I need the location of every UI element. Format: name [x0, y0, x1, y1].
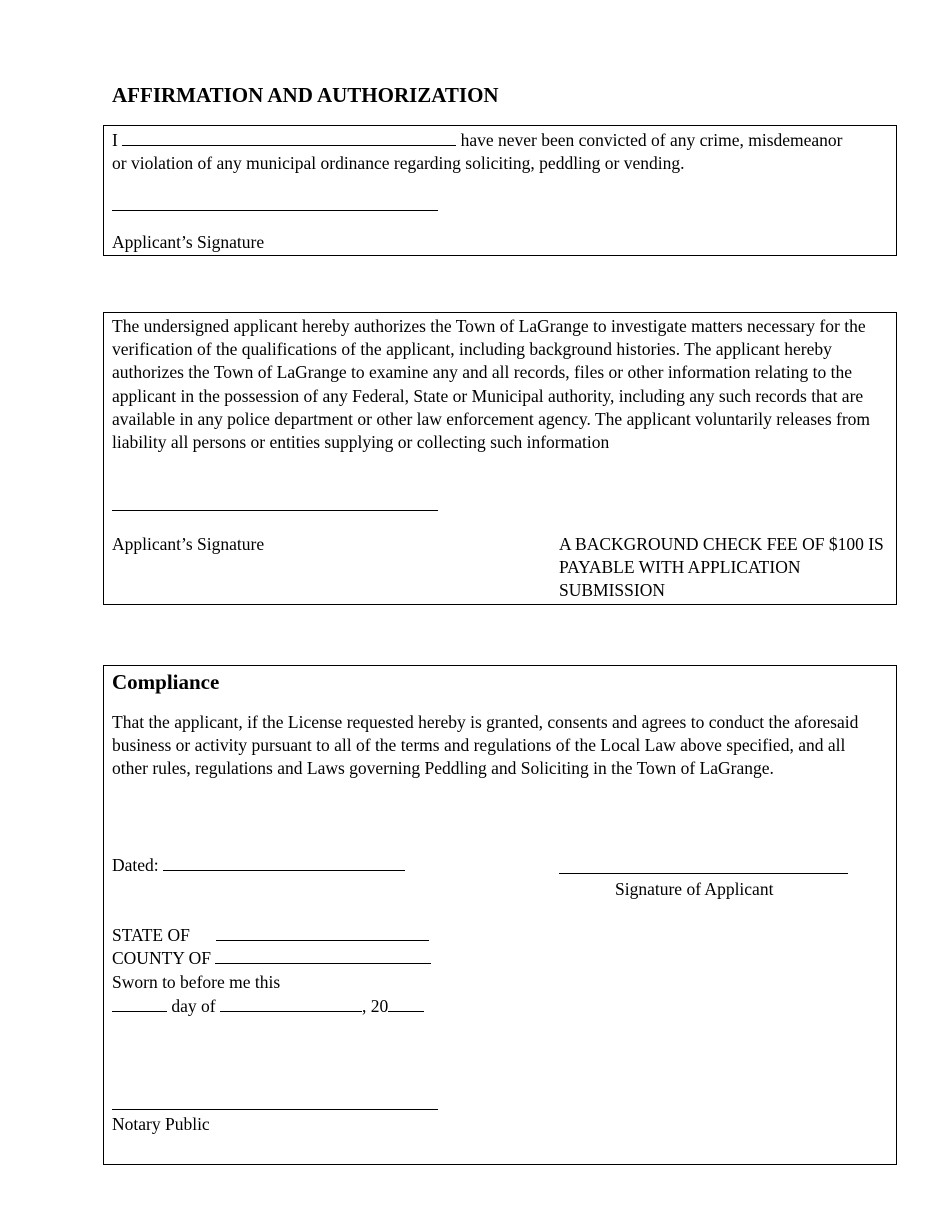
- sworn-label: Sworn to before me this: [112, 972, 281, 992]
- authorization-box: [103, 312, 897, 605]
- applicant-signature-line[interactable]: [559, 873, 848, 874]
- state-row: [112, 924, 429, 947]
- year-prefix: , 20: [361, 996, 389, 1016]
- year-field[interactable]: [388, 996, 424, 1012]
- notary-label: Notary Public: [112, 1114, 210, 1134]
- day-of-label: day of: [171, 996, 216, 1016]
- applicant-signature-label: Signature of Applicant: [615, 879, 774, 899]
- compliance-paragraph: That the applicant, if the License requested hereby is granted, consents and agrees to conduct the aforesaid business or activity pursuant to all of the terms and regulations of the Local Law above specified, and all other rules, regulations and Laws governing Peddling and Soliciting in the Town of LaGrange.: [112, 712, 859, 779]
- county-label: COUNTY OF: [112, 948, 212, 968]
- dated-field[interactable]: [163, 855, 405, 871]
- applicant-name-field[interactable]: [122, 130, 456, 146]
- dated-label: Dated:: [112, 855, 159, 875]
- affirmation-prefix: I: [112, 130, 118, 150]
- page-title: AFFIRMATION AND AUTHORIZATION: [112, 83, 499, 107]
- affirmation-signature-line[interactable]: [112, 210, 438, 211]
- fee-notice: A BACKGROUND CHECK FEE OF $100 IS PAYABLE WITH APPLICATION SUBMISSION: [559, 534, 884, 601]
- affirmation-box: [103, 125, 897, 256]
- notary-signature-line[interactable]: [112, 1109, 438, 1110]
- affirmation-line-1: [112, 129, 843, 152]
- state-field[interactable]: [216, 925, 429, 941]
- authorization-paragraph: The undersigned applicant hereby authorizes the Town of LaGrange to investigate matters necessary for the verification of the qualifications of the applicant, including background histories. The applicant hereby authorizes the Town of LaGrange to examine any and all records, files or other information relating to the applicant in the possession of any Federal, State or Municipal authority, including any such records that are available in any police department or other law enforcement agency. The applicant voluntarily releases from liability all persons or entities supplying or collecting such information: [112, 316, 871, 453]
- month-field[interactable]: [220, 996, 362, 1012]
- day-field[interactable]: [112, 996, 167, 1012]
- compliance-title: Compliance: [112, 670, 220, 694]
- county-field[interactable]: [215, 948, 431, 964]
- affirmation-signature-label: Applicant’s Signature: [112, 232, 265, 252]
- authorization-signature-label: Applicant’s Signature: [112, 534, 265, 554]
- dated-row: [112, 854, 405, 877]
- affirmation-line-1-text: have never been convicted of any crime, misdemeanor: [460, 130, 843, 150]
- state-label: STATE OF: [112, 925, 190, 945]
- county-row: [112, 947, 431, 970]
- day-row: [112, 995, 424, 1018]
- authorization-signature-line[interactable]: [112, 510, 438, 511]
- affirmation-line-2: or violation of any municipal ordinance regarding soliciting, peddling or vending.: [112, 153, 685, 173]
- compliance-box: [103, 665, 897, 1165]
